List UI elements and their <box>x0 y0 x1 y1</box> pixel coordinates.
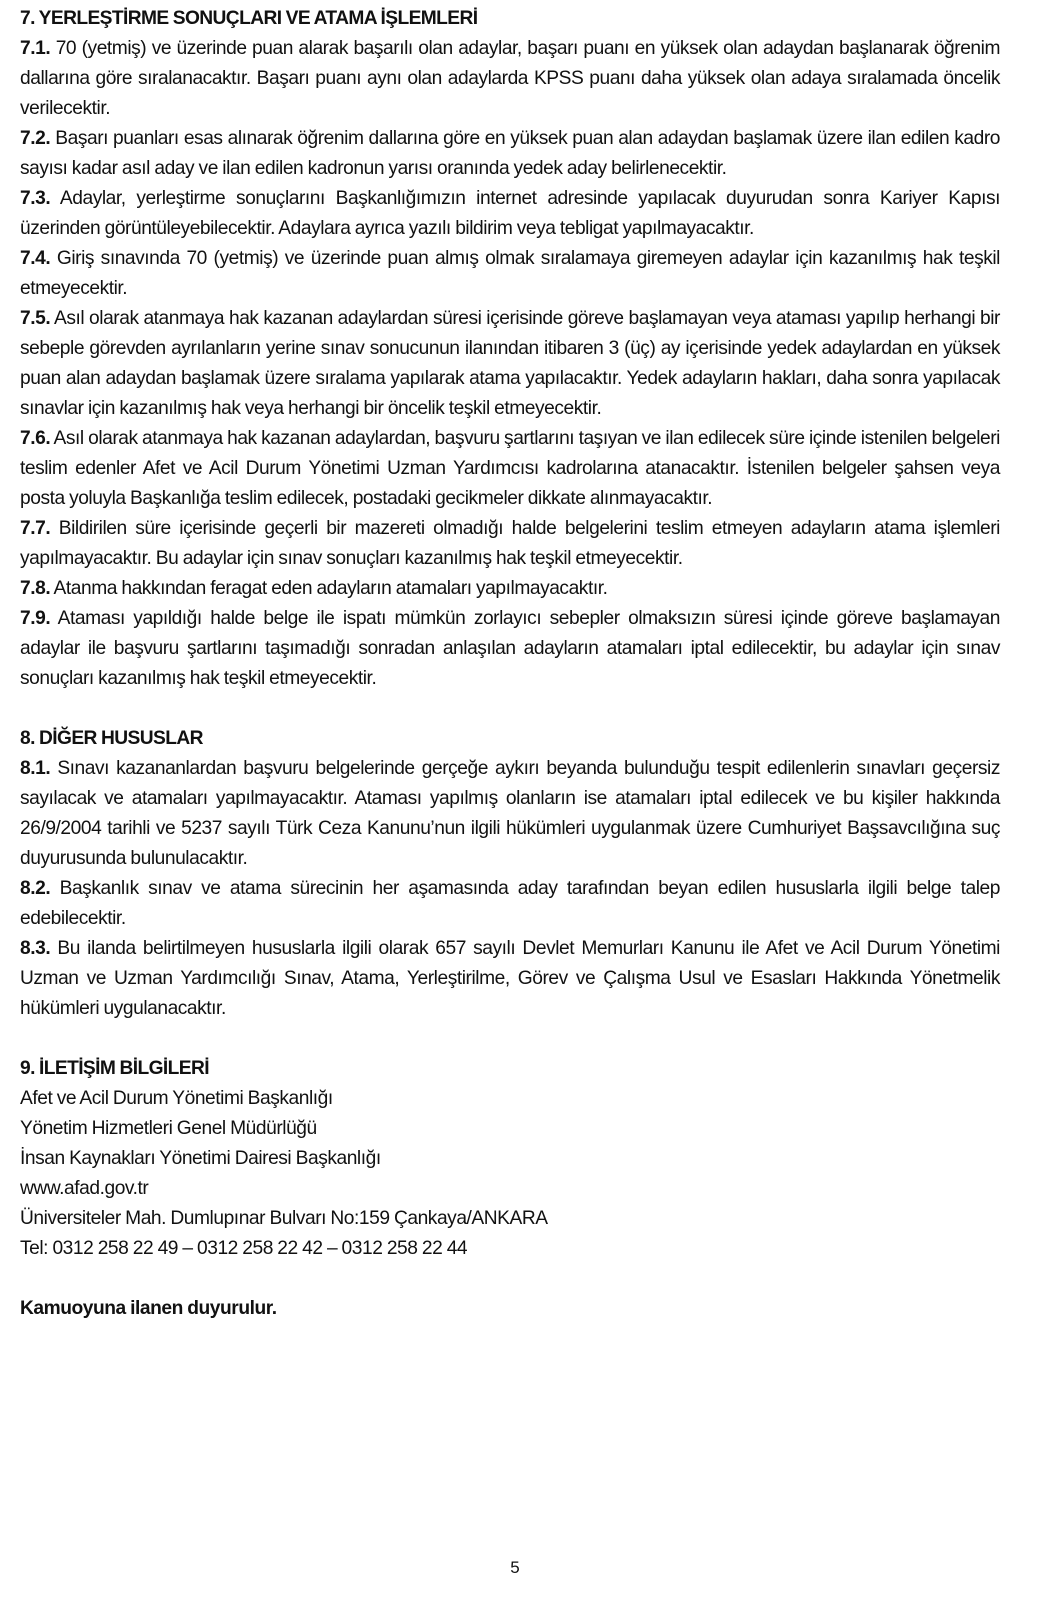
paragraph-7-4 <box>20 244 1000 304</box>
contact-address: Üniversiteler Mah. Dumlupınar Bulvarı No:159 Çankaya/ANKARA <box>20 1208 548 1229</box>
paragraph-8-1 <box>20 754 1000 874</box>
paragraph-text: Ataması yapıldığı halde belge ile ispatı mümkün zorlayıcı sebepler olmaksızın süresi içinde göreve başlamayan adaylar ile başvuru şartlarını taşımadığı sonradan anlaşılan adayların atamaları iptal edilecektir, bu adaylar için sınav sonuçları kazanılmış hak teşkil etmeyecektir. <box>20 608 1000 689</box>
closing-statement: Kamuoyuna ilanen duyurulur. <box>20 1298 277 1319</box>
contact-phone: Tel: 0312 258 22 49 – 0312 258 22 42 – 0312 258 22 44 <box>20 1238 468 1259</box>
paragraph-number: 7.9. <box>20 608 51 629</box>
paragraph-number: 7.6. <box>20 428 51 449</box>
paragraph-text: Adaylar, yerleştirme sonuçlarını Başkanlığımızın internet adresinde yapılacak duyurudan sonra Kariyer Kapısı üzerinden görüntüleyebilecektir. Adaylara ayrıca yazılı bildirim veya tebligat yapılmayacaktır. <box>20 188 1000 239</box>
paragraph-7-5 <box>20 304 1000 424</box>
contact-directorate: Yönetim Hizmetleri Genel Müdürlüğü <box>20 1118 317 1139</box>
paragraph-number: 8.3. <box>20 938 51 959</box>
paragraph-7-6 <box>20 424 1000 514</box>
paragraph-text: Giriş sınavında 70 (yetmiş) ve üzerinde puan almış olmak sıralamaya giremeyen adaylar için kazanılmış hak teşkil etmeyecektir. <box>20 248 1000 299</box>
paragraph-number: 7.2. <box>20 128 51 149</box>
paragraph-text: Başarı puanları esas alınarak öğrenim dallarına göre en yüksek puan alan adaydan başlamak üzere ilan edilen kadro sayısı kadar asıl aday ve ilan edilen kadronun yarısı oranında yedek aday belirlenecektir. <box>20 128 1000 179</box>
paragraph-number: 7.5. <box>20 308 51 329</box>
paragraph-7-7 <box>20 514 1000 574</box>
paragraph-text: Asıl olarak atanmaya hak kazanan adaylardan süresi içerisinde göreve başlamayan veya ataması yapılıp herhangi bir sebeple görevden ayrılanların yerine sınav sonucunun ilanından itibaren 3 (üç) ay içerisinde yedek adaylardan en yüksek puan alan adaydan başlamak üzere sıralama yapılarak atama yapılacaktır. Yedek adayların hakları, daha sonra yapılacak sınavlar için kazanılmış hak veya herhangi bir öncelik teşkil etmeyecektir. <box>20 308 1000 419</box>
section-heading: 9. İLETİŞİM BİLGİLERİ <box>20 1058 209 1079</box>
section-heading: 7. YERLEŞTİRME SONUÇLARI VE ATAMA İŞLEMLERİ <box>20 8 478 29</box>
paragraph-number: 7.7. <box>20 518 51 539</box>
section-heading: 8. DİĞER HUSUSLAR <box>20 728 203 749</box>
paragraph-text: Başkanlık sınav ve atama sürecinin her aşamasında aday tarafından beyan edilen hususlarla ilgili belge talep edebilecektir. <box>20 878 1000 929</box>
section-spacer <box>20 694 1000 724</box>
paragraph-8-2 <box>20 874 1000 934</box>
paragraph-text: 70 (yetmiş) ve üzerinde puan alarak başarılı olan adaylar, başarı puanı en yüksek olan adaydan başlanarak öğrenim dallarına göre sıralanacaktır. Başarı puanı aynı olan adaylarda KPSS puanı daha yüksek olan adaya sıralamada öncelik verilecektir. <box>20 38 1000 119</box>
paragraph-7-1 <box>20 34 1000 124</box>
paragraph-7-9 <box>20 604 1000 694</box>
paragraph-number: 7.4. <box>20 248 51 269</box>
paragraph-8-3 <box>20 934 1000 1024</box>
paragraph-text: Asıl olarak atanmaya hak kazanan adaylardan, başvuru şartlarını taşıyan ve ilan edilecek süre içinde istenilen belgeleri teslim edenler Afet ve Acil Durum Yönetimi Uzman Yardımcısı kadrolarına atanacaktır. İstenilen belgeler şahsen veya posta yoluyla Başkanlığa teslim edilecek, postadaki gecikmeler dikkate alınmayacaktır. <box>20 428 1000 509</box>
section-9-contact <box>20 1054 1000 1264</box>
section-spacer <box>20 1264 1000 1294</box>
paragraph-text: Bildirilen süre içerisinde geçerli bir mazereti olmadığı halde belgelerini teslim etmeyen adayların atama işlemleri yapılmayacaktır. Bu adaylar için sınav sonuçları kazanılmış hak teşkil etmeyecektir. <box>20 518 1000 569</box>
paragraph-7-8 <box>20 574 1000 604</box>
paragraph-7-2 <box>20 124 1000 184</box>
paragraph-text: Atanma hakkından feragat eden adayların atamaları yapılmayacaktır. <box>50 578 608 599</box>
contact-website-link[interactable]: www.afad.gov.tr <box>20 1178 149 1199</box>
paragraph-number: 7.8. <box>20 578 51 599</box>
paragraph-text: Sınavı kazananlardan başvuru belgelerinde gerçeğe aykırı beyanda bulunduğu tespit edilenlerin sınavları geçersiz sayılacak ve atamaları yapılmayacaktır. Ataması yapılmış olanların ise atamaları iptal edilecek ve bu kişiler hakkında 26/9/2004 tarihli ve 5237 sayılı Türk Ceza Kanunu’nun ilgili hükümleri uygulanmak üzere Cumhuriyet Başsavcılığına suç duyurusunda bulunulacaktır. <box>20 758 1000 869</box>
paragraph-text: Bu ilanda belirtilmeyen hususlarla ilgili olarak 657 sayılı Devlet Memurları Kanunu ile Afet ve Acil Durum Yönetimi Uzman ve Uzman Yardımcılığı Sınav, Atama, Yerleştirilme, Görev ve Çalışma Usul ve Esasları Hakkında Yönetmelik hükümleri uygulanacaktır. <box>20 938 1000 1019</box>
page-number: 5 <box>510 1558 520 1577</box>
paragraph-number: 8.2. <box>20 878 51 899</box>
paragraph-number: 7.1. <box>20 38 51 59</box>
section-8 <box>20 724 1000 1024</box>
paragraph-7-3 <box>20 184 1000 244</box>
document-page <box>20 4 1000 1324</box>
section-spacer <box>20 1024 1000 1054</box>
paragraph-number: 7.3. <box>20 188 51 209</box>
section-7 <box>20 4 1000 694</box>
contact-organization: Afet ve Acil Durum Yönetimi Başkanlığı <box>20 1088 333 1109</box>
contact-department: İnsan Kaynakları Yönetimi Dairesi Başkanlığı <box>20 1148 381 1169</box>
paragraph-number: 8.1. <box>20 758 51 779</box>
